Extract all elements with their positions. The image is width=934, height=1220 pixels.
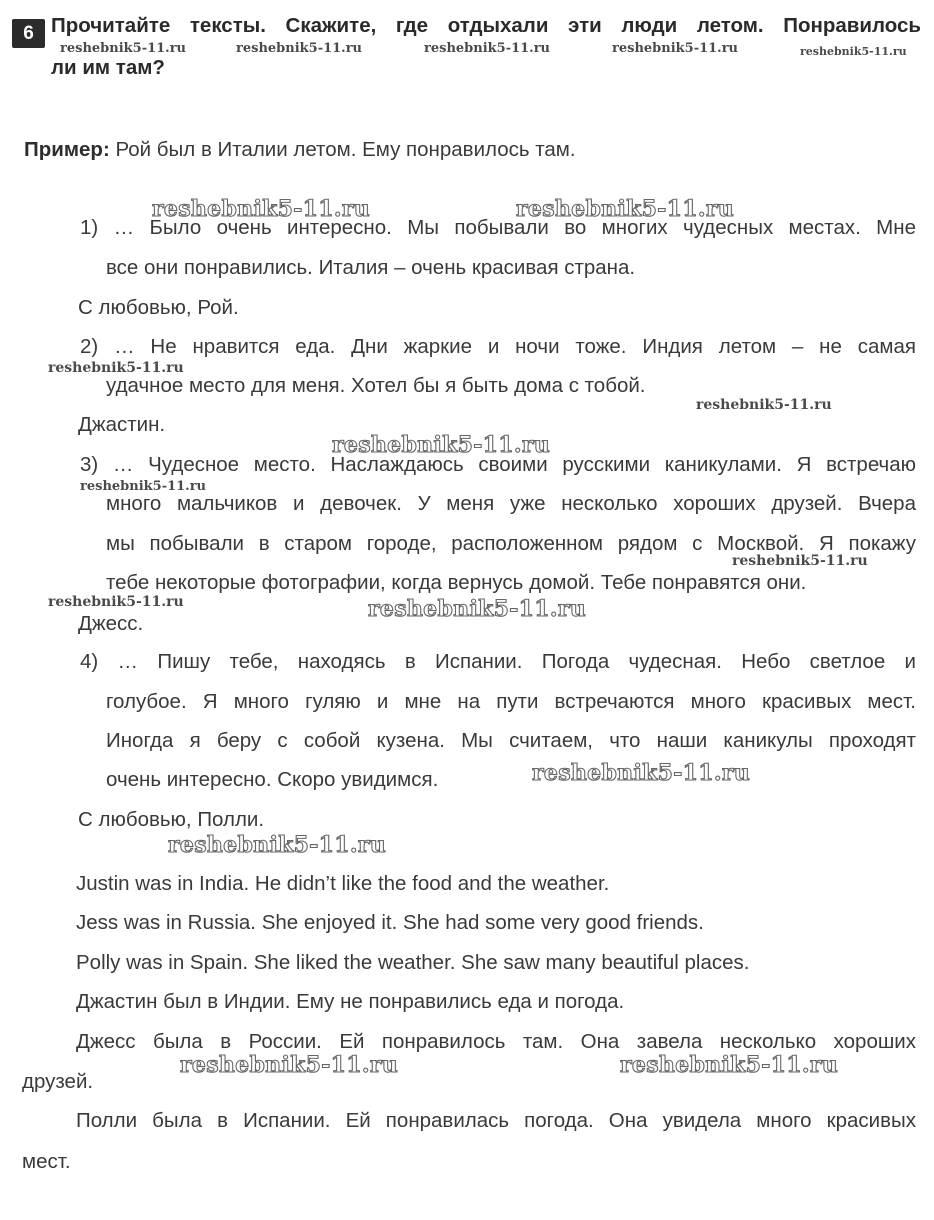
watermark: reshebnik5-11.ru xyxy=(368,596,587,622)
letter-4-line-3: Иногда я беру с собой кузена. Мы считаем, что наши каникулы проходят xyxy=(106,729,916,752)
watermark: reshebnik5-11.ru xyxy=(236,41,363,56)
letter-2-line-1: 2) … Не нравится еда. Дни жаркие и ночи тоже. Индия летом – не самая xyxy=(80,335,916,358)
answer-ru-3-line-2: мест. xyxy=(22,1150,71,1173)
answer-ru-1: Джастин был в Индии. Ему не понравились еда и погода. xyxy=(76,990,625,1013)
answer-en-2: Jess was in Russia. She enjoyed it. She had some very good friends. xyxy=(76,911,704,934)
watermark: reshebnik5-11.ru xyxy=(800,45,907,58)
watermark: reshebnik5-11.ru xyxy=(152,196,371,222)
letter-4-signature: С любовью, Полли. xyxy=(78,808,265,831)
letter-3-line-1: 3) … Чудесное место. Наслаждаюсь своими русскими каникулами. Я встречаю xyxy=(80,453,916,476)
letter-4-line-4: очень интересно. Скоро увидимся. xyxy=(106,768,439,791)
watermark: reshebnik5-11.ru xyxy=(424,41,551,56)
letter-1-line-2: все они понравились. Италия – очень красивая страна. xyxy=(106,256,636,279)
example-text: Рой был в Италии летом. Ему понравилось там. xyxy=(115,138,576,161)
answer-en-3: Polly was in Spain. She liked the weather. She saw many beautiful places. xyxy=(76,951,750,974)
task-title-line-1: Прочитайте тексты. Скажите, где отдыхали эти люди летом. Понравилось xyxy=(51,14,921,37)
letter-3-signature: Джесс. xyxy=(78,612,144,635)
watermark: reshebnik5-11.ru xyxy=(620,1052,839,1078)
watermark: reshebnik5-11.ru xyxy=(180,1052,399,1078)
answer-ru-2-line-2: друзей. xyxy=(22,1070,94,1093)
watermark: reshebnik5-11.ru xyxy=(48,360,184,376)
watermark: reshebnik5-11.ru xyxy=(60,41,187,56)
task-title-line-2: ли им там? xyxy=(51,56,165,79)
answer-en-1: Justin was in India. He didn’t like the food and the weather. xyxy=(76,872,610,895)
watermark: reshebnik5-11.ru xyxy=(80,479,207,494)
letter-2-signature: Джастин. xyxy=(78,413,166,436)
watermark: reshebnik5-11.ru xyxy=(732,553,868,569)
letter-4-line-1: 4) … Пишу тебе, находясь в Испании. Погода чудесная. Небо светлое и xyxy=(80,650,916,673)
watermark: reshebnik5-11.ru xyxy=(612,41,739,56)
letter-3-line-3: мы побывали в старом городе, расположенном рядом с Москвой. Я покажу xyxy=(106,532,916,555)
example-sentence xyxy=(24,138,576,162)
watermark: reshebnik5-11.ru xyxy=(168,832,387,858)
letter-3-line-2: много мальчиков и девочек. У меня уже несколько хороших друзей. Вчера xyxy=(106,492,916,515)
letter-1-line-1: 1) … Было очень интересно. Мы побывали во многих чудесных местах. Мне xyxy=(80,216,916,239)
watermark: reshebnik5-11.ru xyxy=(532,760,751,786)
letter-2-line-2: удачное место для меня. Хотел бы я быть дома с тобой. xyxy=(106,374,646,397)
watermark: reshebnik5-11.ru xyxy=(516,196,735,222)
answer-ru-3-line-1: Полли была в Испании. Ей понравилась погода. Она увидела много красивых xyxy=(76,1109,916,1132)
answer-ru-2-line-1: Джесс была в России. Ей понравилось там. Она завела несколько хороших xyxy=(76,1030,916,1053)
letter-3-line-4: тебе некоторые фотографии, когда вернусь домой. Тебе понравятся они. xyxy=(106,571,807,594)
letter-1-signature: С любовью, Рой. xyxy=(78,296,239,319)
watermark: reshebnik5-11.ru xyxy=(332,432,551,458)
example-label: Пример: xyxy=(24,138,110,161)
letter-4-line-2: голубое. Я много гуляю и мне на пути встречаются много красивых мест. xyxy=(106,690,916,713)
watermark: reshebnik5-11.ru xyxy=(696,397,832,413)
watermark: reshebnik5-11.ru xyxy=(48,594,184,610)
task-title xyxy=(51,16,921,79)
task-number-badge: 6 xyxy=(12,19,45,48)
